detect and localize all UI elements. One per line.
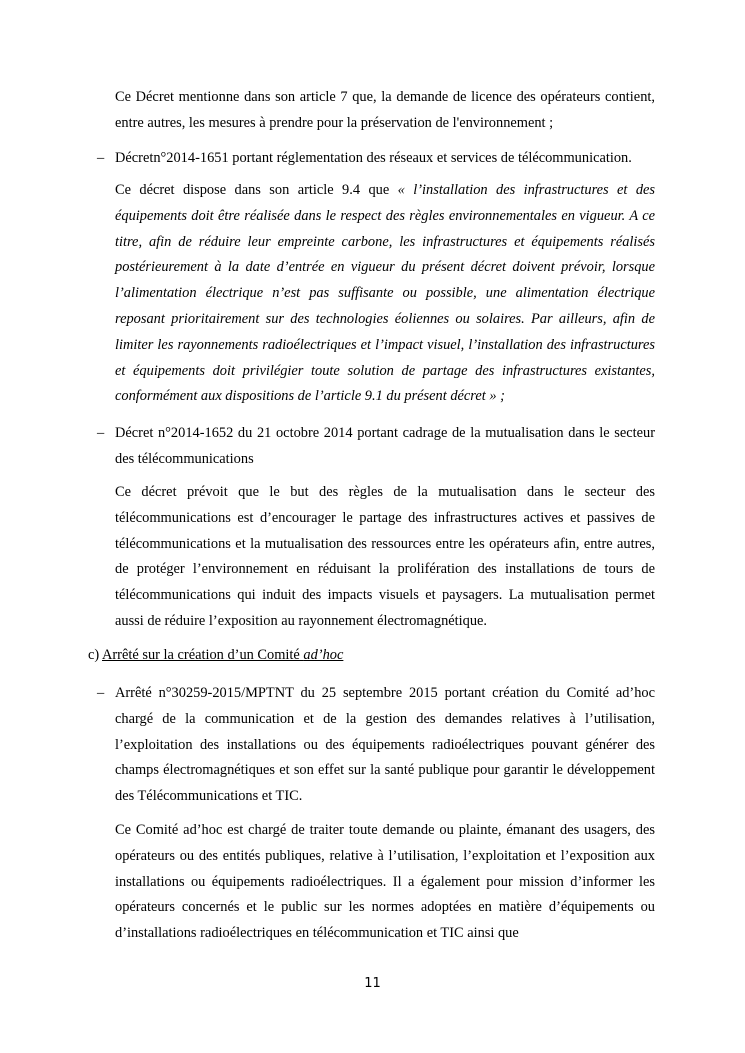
bullet-arrete-30259: Arrêté n°30259-2015/MPTNT du 25 septembre 2015 portant création du Comité ad’hoc chargé de la communication et de la gestion des demandes relatives à l’utilisation, l’exploitation des installations ou des équipements radioélectriques pouvant générer des champs électromagnétiques et son effet sur la santé publique pour garantir le développement des Télécommunications et TIC. — [115, 685, 655, 805]
bullet-dash: – — [97, 150, 105, 166]
section-c-title: Arrêté sur la création d’un Comité ad’hoc — [102, 647, 344, 663]
page-number: 11 — [364, 976, 381, 991]
paragraph-mutualisation: Ce décret prévoit que le but des règles de la mutualisation dans le secteur des télécommunications est d’encourager le partage des infrastructures actives et passives de télécommunications et la mutualisation des ressources entre les opérateurs afin, entre autres, de protéger l’environnement en réduisant la prolifération des installations de tours de télécommunications qui induit des impacts visuels et paysagers. La mutualisation permet aussi de réduire l’exposition au rayonnement électromagnétique. — [115, 484, 655, 629]
section-c-letter: c) — [88, 647, 100, 663]
paragraph-article-9-4 — [115, 178, 655, 410]
article-9-4-lead: Ce décret dispose dans son article 9.4 que — [115, 182, 398, 198]
article-9-4-quote: « l’installation des infrastructures et des équipements doit être réalisée dans le respect des règles environnementales en vigueur. A ce titre, afin de réduire leur empreinte carbone, les infrastructures et équipements réalisés postérieurement à la date d’entrée en vigueur du présent décret doivent prévoir, lorsque l’alimentation électrique n’est pas suffisante ou possible, une alimentation électrique reposant prioritairement sur des technologies éoliennes ou solaires. Par ailleurs, afin de limiter les rayonnements radioélectriques et l’impact visuel, l’installation des infrastructures et équipements doit privilégier toute solution de partage des infrastructures existantes, conformément aux dispositions de l’article 9.1 du présent décret » ; — [115, 182, 656, 405]
paragraph-decret-article-7: Ce Décret mentionne dans son article 7 que, la demande de licence des opérateurs contient, entre autres, les mesures à prendre pour la préservation de l'environnement ; — [115, 89, 655, 131]
paragraph-comite-adhoc: Ce Comité ad’hoc est chargé de traiter toute demande ou plainte, émanant des usagers, des opérateurs ou des entités publiques, relative à l’utilisation, l’exploitation et l’exposition aux installations ou équipements radioélectriques. Il a également pour mission d’informer les opérateurs concernés et le public sur les normes adoptées en matière d’équipements ou d’installations radioélectriques en télécommunication et TIC ainsi que — [115, 822, 655, 942]
section-c-heading — [88, 643, 343, 669]
bullet-decret-2014-1651: Décretn°2014-1651 portant réglementation des réseaux et services de télécommunication. — [115, 150, 632, 166]
bullet-decret-2014-1652: Décret n°2014-1652 du 21 octobre 2014 portant cadrage de la mutualisation dans le secteur des télécommunications — [115, 425, 655, 467]
bullet-dash: – — [97, 425, 105, 441]
bullet-dash: – — [97, 685, 105, 701]
